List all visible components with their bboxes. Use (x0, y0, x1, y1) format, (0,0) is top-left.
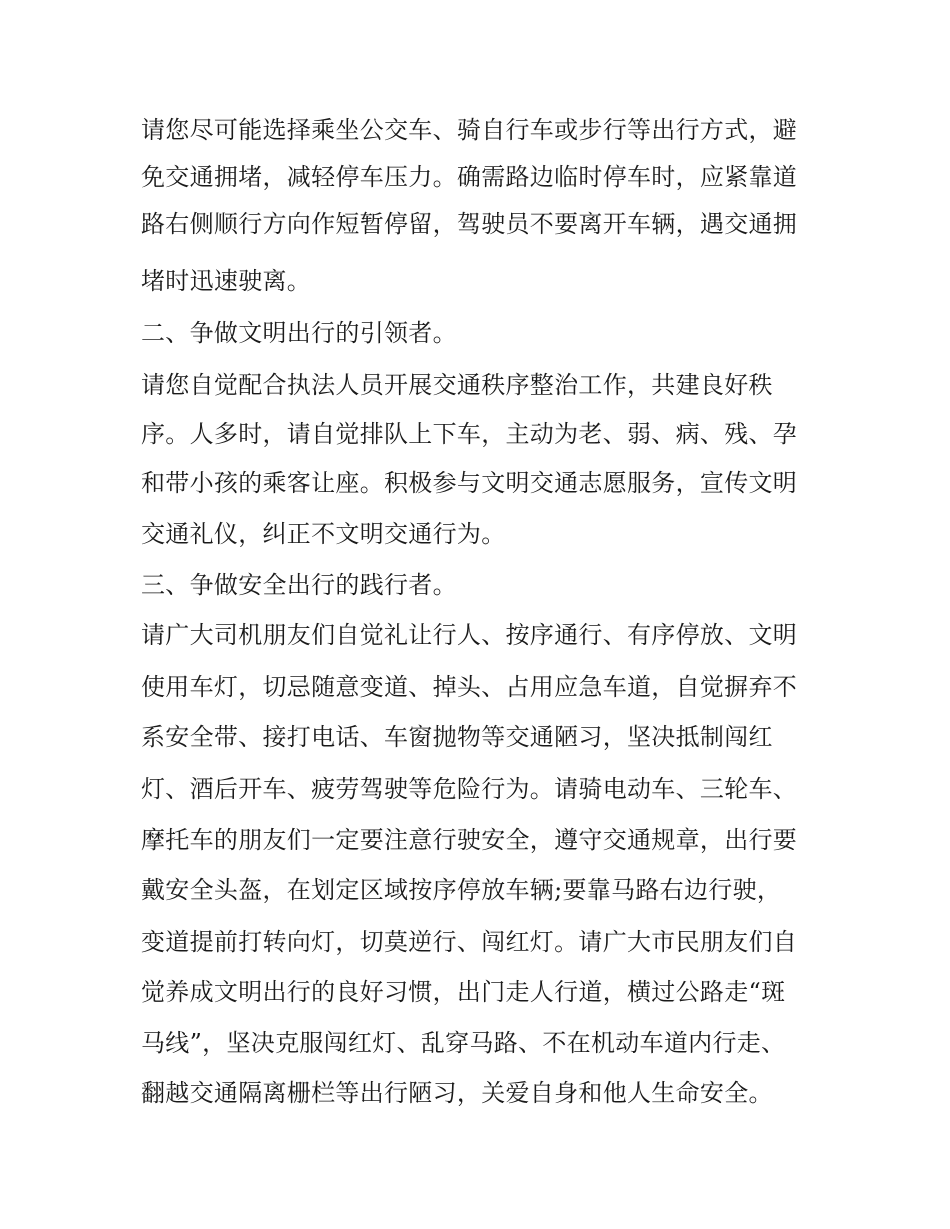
section-heading: 二、争做文明出行的引领者。 (141, 319, 457, 347)
text-line: 免交通拥堵，减轻停车压力。确需路边临时停车时，应紧靠道 (141, 163, 798, 191)
text-line: 摩托车的朋友们一定要注意行驶安全，遵守交通规章，出行要 (141, 826, 798, 854)
text-line: 戴安全头盔，在划定区域按序停放车辆;要靠马路右边行驶， (141, 876, 782, 904)
text-line: 翻越交通隔离栅栏等出行陋习，关爱自身和他人生命安全。 (141, 1079, 773, 1107)
text-line: 路右侧顺行方向作短暂停留，驾驶员不要离开车辆，遇交通拥 (141, 210, 798, 238)
text-line: 请广大司机朋友们自觉礼让行人、按序通行、有序停放、文明 (141, 621, 798, 649)
text-line: 请您尽可能选择乘坐公交车、骑自行车或步行等出行方式，避 (141, 116, 798, 144)
text-line: 和带小孩的乘客让座。积极参与文明交通志愿服务，宣传文明 (141, 469, 798, 497)
text-line: 堵时迅速驶离。 (141, 267, 312, 295)
text-line: 序。人多时，请自觉排队上下车，主动为老、弱、病、残、孕 (141, 420, 798, 448)
text-line: 系安全带、接打电话、车窗抛物等交通陋习，坚决抵制闯红 (141, 723, 773, 751)
text-line: 请您自觉配合执法人员开展交通秩序整治工作，共建良好秩 (141, 371, 773, 399)
text-line: 觉养成文明出行的良好习惯，出门走人行道，横过公路走“斑 (141, 978, 786, 1006)
section-heading: 三、争做安全出行的践行者。 (141, 571, 457, 599)
text-line: 马线”，坚决克服闯红灯、乱穿马路、不在机动车道内行走、 (141, 1029, 786, 1057)
text-line: 使用车灯，切忌随意变道、掉头、占用应急车道，自觉摒弃不 (141, 673, 798, 701)
text-line: 灯、酒后开车、疲劳驾驶等危险行为。请骑电动车、三轮车、 (141, 775, 798, 803)
text-line: 变道提前打转向灯，切莫逆行、闯红灯。请广大市民朋友们自 (141, 928, 798, 956)
text-line: 交通礼仪，纠正不文明交通行为。 (141, 520, 506, 548)
